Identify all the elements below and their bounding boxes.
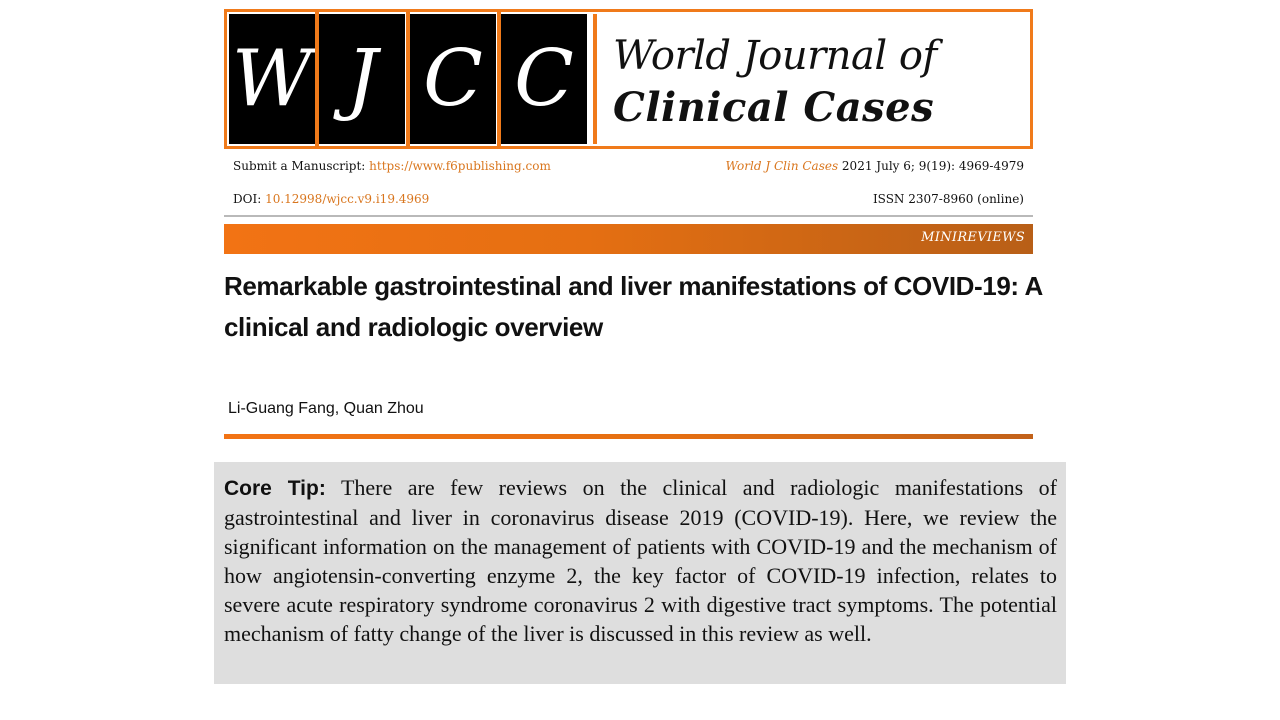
journal-name-line1: World Journal of [613,33,937,79]
journal-banner [224,9,1033,149]
journal-name [593,14,1023,144]
submit-manuscript-row [233,159,551,173]
citation-row [726,159,1024,173]
submit-link[interactable]: https://www.f6publishing.com [369,159,551,173]
logo-letter-c-2: C [501,14,587,144]
issn: ISSN 2307-8960 (online) [872,192,1024,206]
logo-letter-w: W [229,14,315,144]
doi-link[interactable]: 10.12998/wjcc.v9.i19.4969 [265,192,430,206]
authors: Li-Guang Fang, Quan Zhou [228,400,424,417]
core-tip-label: Core Tip: [224,477,326,500]
citation-details: 2021 July 6; 9(19): 4969-4979 [838,159,1024,173]
core-tip-paragraph [224,473,1057,648]
article-title: Remarkable gastrointestinal and liver manifestations of COVID-19: A clinical and radiologic overview [224,271,1042,342]
section-bar [224,224,1033,254]
core-tip-box [214,462,1066,684]
submit-label: Submit a Manuscript: [233,159,370,173]
logo-letter-j: J [319,14,405,144]
divider [224,215,1033,217]
citation-journal[interactable]: World J Clin Cases [725,159,839,173]
orange-divider [224,434,1033,439]
section-label: MINIREVIEWS [921,230,1025,245]
journal-name-line2: Clinical Cases [613,84,935,131]
core-tip-text: There are few reviews on the clinical and radiologic manifestations of gastrointestinal and liver in coronavirus disease 2019 (COVID-19). Here, we review the significant information on the management of patients with COVID-19 and the mechanism of how angiotensin-converting enzyme 2, the key factor of COVID-19 infection, relates to severe acute respiratory syndrome coronavirus 2 with digestive tract symptoms. The potential mechanism of fatty change of the liver is discussed in this review as well. [224,475,1057,646]
doi-label: DOI: [233,192,266,206]
logo-letter-c: C [410,14,496,144]
doi-row [233,192,429,206]
